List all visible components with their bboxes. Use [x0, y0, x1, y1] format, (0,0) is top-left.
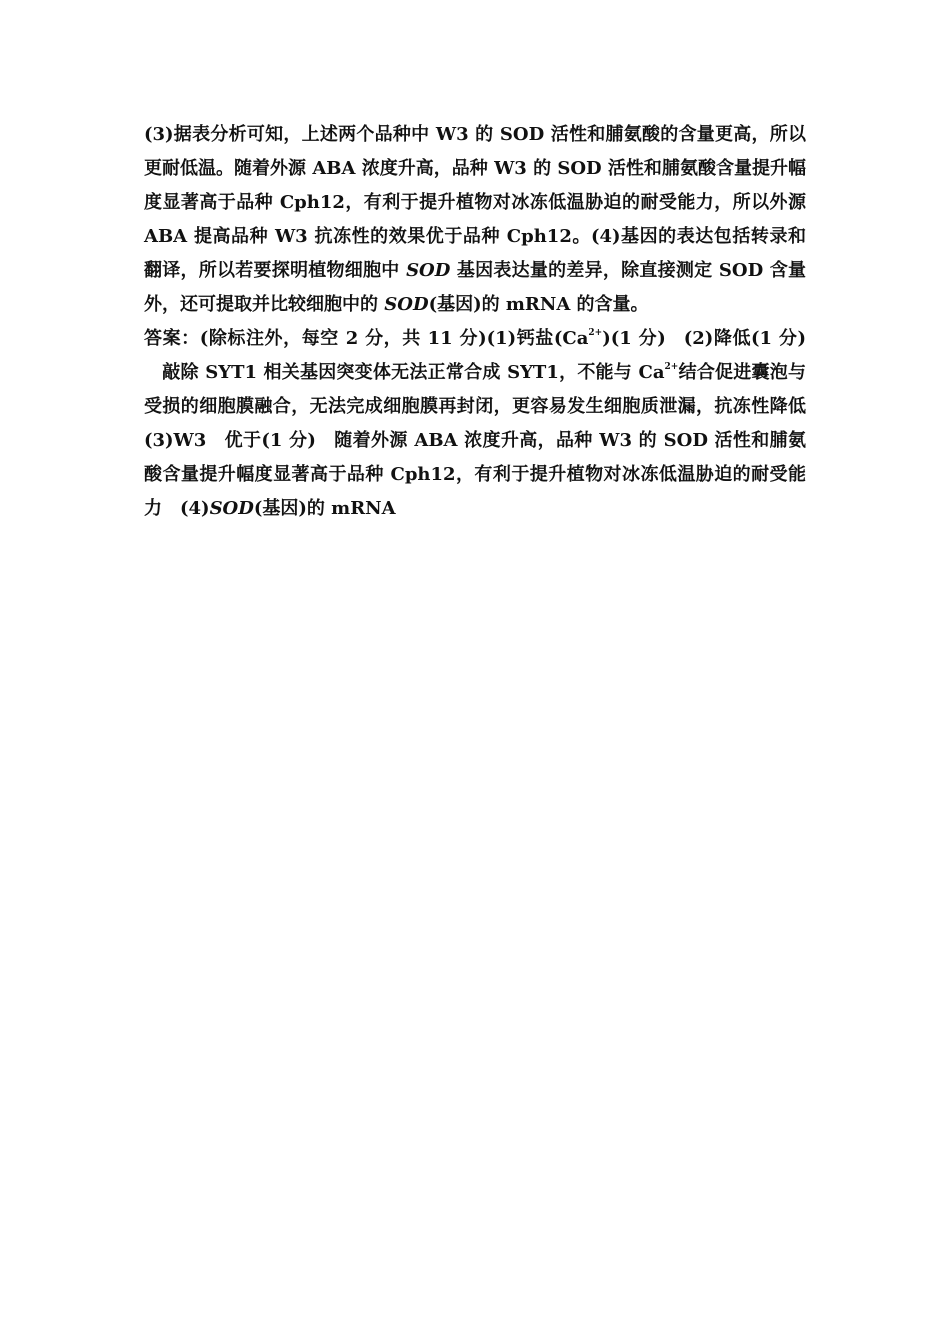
answer-q4-a: (4) — [180, 498, 210, 519]
answer-q2: (2)降低(1 分) — [683, 328, 806, 349]
answer-intro: (除标注外，每空 2 分，共 11 分)(1)钙盐(Ca — [199, 328, 589, 349]
answer-q3-b: 优于(1 分) — [224, 430, 316, 451]
answer-q3-a: (3)W3 — [144, 430, 207, 451]
answer-q4-b: (基因)的 mRNA — [253, 498, 396, 519]
sod-gene-italic: SOD — [406, 260, 451, 281]
answer-q2-detail-a: 敲除 SYT1 相关基因突变体无法正常合成 SYT1，不能与 Ca — [162, 362, 665, 383]
analysis-paragraph — [144, 118, 806, 322]
analysis-text-part2: 基因表达量的差异，除直接测定 SOD 含量外，还可提取并比较细胞中的 — [144, 260, 806, 315]
sod-gene-italic: SOD — [209, 498, 254, 519]
answer-paragraph — [144, 322, 806, 526]
document-page — [144, 118, 806, 526]
analysis-text-part3: (基因)的 mRNA 的含量。 — [428, 294, 649, 315]
answer-q1-end: )(1 分) — [602, 328, 666, 349]
analysis-text-part1: (3)据表分析可知，上述两个品种中 W3 的 SOD 活性和脯氨酸的含量更高，所以更耐低温。随着外源 ABA 浓度升高，品种 W3 的 SOD 活性和脯氨酸含量提升幅度显著高于品种 Cph12，有利于提升植物对冰冻低温胁迫的耐受能力，所以外源 ABA 提高品种 W3 抗冻性的效果优于品种 Cph12。(4)基因的表达包括转录和翻译，所以若要探明植物细胞中 — [144, 124, 806, 281]
superscript-charge: 2+ — [588, 328, 603, 338]
sod-gene-italic: SOD — [384, 294, 429, 315]
answer-q3-c: 随着外源 ABA 浓度升高，品种 W3 的 SOD 活性和脯氨酸含量提升幅度显著高于品种 Cph12，有利于提升植物对冰冻低温胁迫的耐受能力 — [144, 430, 806, 519]
answer-q2-detail-b: 结合促进囊泡与受损的细胞膜融合，无法完成细胞膜再封闭，更容易发生细胞质泄漏，抗冻性降低 — [144, 362, 807, 417]
superscript-charge: 2+ — [664, 362, 679, 372]
answer-label: 答案： — [144, 328, 200, 349]
